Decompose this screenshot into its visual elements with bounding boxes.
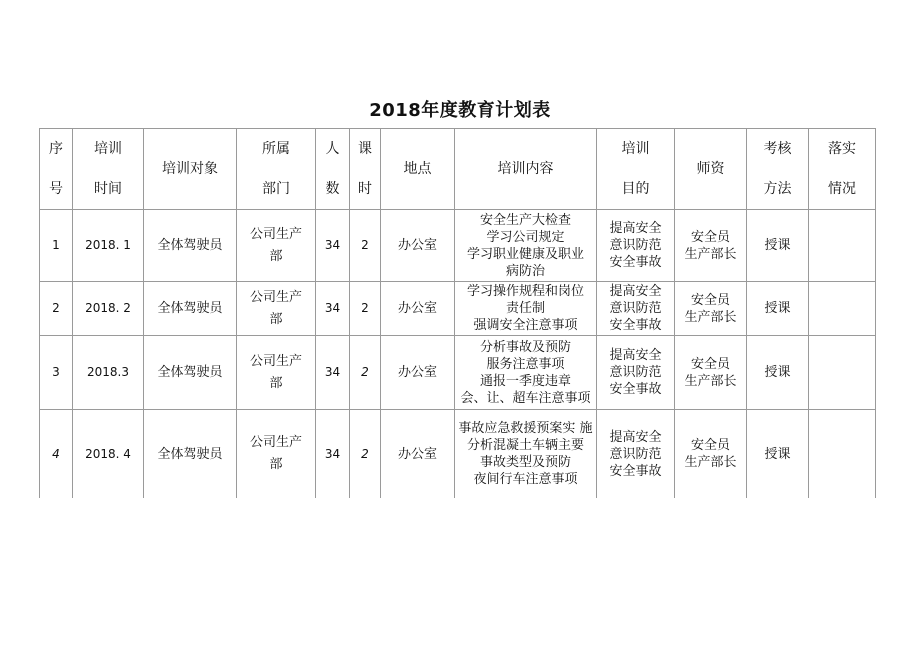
header-target: 培训对象	[144, 129, 237, 210]
cell-seq: 3	[40, 336, 73, 410]
cell-teacher: 安全员 生产部长	[675, 282, 747, 336]
cell-dept: 公司生产 部	[237, 282, 316, 336]
page-title: 2018年度教育计划表	[369, 100, 551, 121]
cell-people: 34	[316, 410, 350, 499]
cell-time: 2018.3	[73, 336, 144, 410]
header-location: 地点	[381, 129, 455, 210]
cell-target: 全体驾驶员	[144, 336, 237, 410]
cell-hours: 2	[350, 210, 381, 282]
cell-purpose: 提高安全 意识防范 安全事故	[597, 282, 675, 336]
table-row	[40, 410, 876, 499]
cell-target: 全体驾驶员	[144, 410, 237, 499]
header-seq: 序 号	[40, 129, 73, 210]
header-assessment: 考核 方法	[747, 129, 809, 210]
cell-purpose: 提高安全 意识防范 安全事故	[597, 410, 675, 499]
cell-assessment: 授课	[747, 282, 809, 336]
cell-people: 34	[316, 210, 350, 282]
cell-location: 办公室	[381, 410, 455, 499]
cell-time: 2018. 4	[73, 410, 144, 499]
header-people: 人 数	[316, 129, 350, 210]
cell-content: 事故应急救援预案实 施 分析混凝土车辆主要 事故类型及预防 夜间行车注意事项	[455, 410, 597, 499]
cell-status	[809, 336, 876, 410]
cell-purpose: 提高安全 意识防范 安全事故	[597, 336, 675, 410]
cell-assessment: 授课	[747, 210, 809, 282]
cell-time: 2018. 1	[73, 210, 144, 282]
cell-status	[809, 210, 876, 282]
header-content: 培训内容	[455, 129, 597, 210]
cell-dept: 公司生产 部	[237, 210, 316, 282]
header-status: 落实 情况	[809, 129, 876, 210]
table-row	[40, 282, 876, 336]
cell-assessment: 授课	[747, 410, 809, 499]
cell-dept: 公司生产 部	[237, 410, 316, 499]
cell-status	[809, 410, 876, 499]
header-dept: 所属 部门	[237, 129, 316, 210]
header-purpose: 培训 目的	[597, 129, 675, 210]
cell-time: 2018. 2	[73, 282, 144, 336]
header-row	[40, 129, 876, 210]
cell-hours: 2	[350, 336, 381, 410]
cell-people: 34	[316, 282, 350, 336]
table-row	[40, 210, 876, 282]
cell-location: 办公室	[381, 336, 455, 410]
cell-teacher: 安全员 生产部长	[675, 410, 747, 499]
header-time: 培训 时间	[73, 129, 144, 210]
cell-dept: 公司生产 部	[237, 336, 316, 410]
cell-target: 全体驾驶员	[144, 282, 237, 336]
training-plan-table	[39, 128, 876, 498]
cell-content: 分析事故及预防 服务注意事项 通报一季度违章 会、让、超车注意事项	[455, 336, 597, 410]
table-row	[40, 336, 876, 410]
cell-target: 全体驾驶员	[144, 210, 237, 282]
cell-seq: 2	[40, 282, 73, 336]
cell-people: 34	[316, 336, 350, 410]
cell-location: 办公室	[381, 282, 455, 336]
header-hours: 课 时	[350, 129, 381, 210]
cell-hours: 2	[350, 410, 381, 499]
cell-location: 办公室	[381, 210, 455, 282]
cell-purpose: 提高安全 意识防范 安全事故	[597, 210, 675, 282]
cell-content: 学习操作规程和岗位 责任制 强调安全注意事项	[455, 282, 597, 336]
cell-hours: 2	[350, 282, 381, 336]
cell-seq: 4	[40, 410, 73, 499]
cell-seq: 1	[40, 210, 73, 282]
cell-teacher: 安全员 生产部长	[675, 336, 747, 410]
cell-content: 安全生产大检查 学习公司规定 学习职业健康及职业 病防治	[455, 210, 597, 282]
cell-teacher: 安全员 生产部长	[675, 210, 747, 282]
cell-status	[809, 282, 876, 336]
header-teacher: 师资	[675, 129, 747, 210]
cell-assessment: 授课	[747, 336, 809, 410]
